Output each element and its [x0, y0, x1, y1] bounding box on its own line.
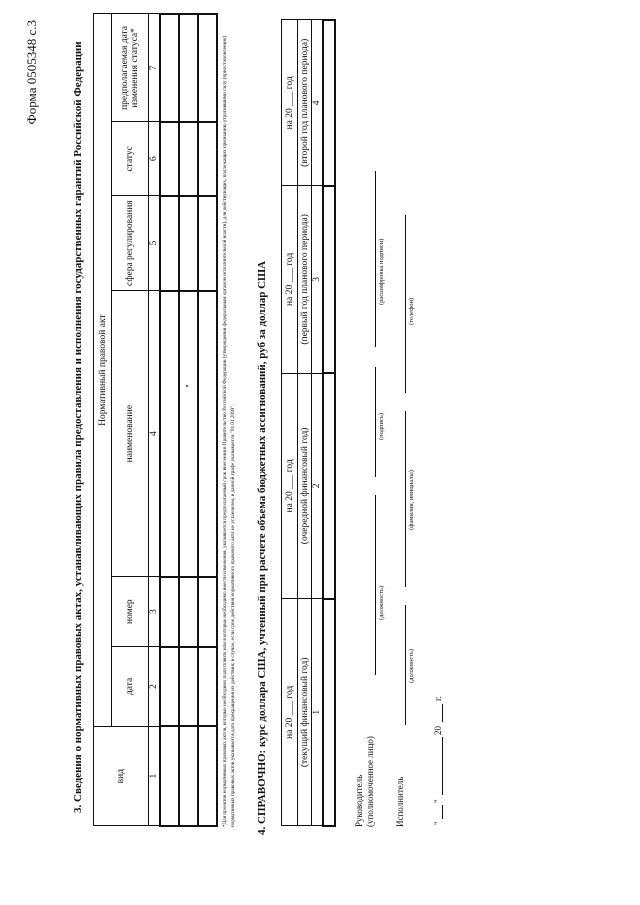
col-number: номер	[112, 577, 149, 647]
group-header: Нормативный правовой акт	[94, 14, 112, 726]
col-first-plan-year-sub: (первый год планового периода)	[298, 186, 312, 374]
cell[interactable]	[179, 577, 198, 647]
scan-speck	[186, 385, 188, 387]
col-current-year-sub: (текущий финансовый год)	[298, 599, 312, 826]
cell[interactable]	[323, 20, 335, 186]
colnum: 3	[312, 186, 324, 374]
table-row	[179, 14, 198, 826]
cell[interactable]	[323, 186, 335, 374]
colnum: 4	[312, 20, 324, 186]
cell[interactable]	[198, 577, 217, 647]
signature-caption: (подпись)	[378, 413, 385, 440]
executor-label: Исполнитель	[395, 776, 405, 827]
executor-position-line[interactable]	[405, 605, 406, 725]
head-sublabel: (уполномоченное лицо)	[365, 736, 375, 827]
cell[interactable]	[179, 196, 198, 291]
cell[interactable]	[160, 14, 179, 122]
cell[interactable]	[160, 196, 179, 291]
cell[interactable]	[160, 577, 179, 647]
colnum: 1	[149, 726, 161, 826]
col-date: дата	[112, 647, 149, 727]
cell[interactable]	[198, 291, 217, 577]
column-numbers-row	[149, 14, 161, 826]
colnum: 4	[149, 291, 161, 577]
col-vid: вид	[94, 726, 149, 826]
cell[interactable]	[160, 647, 179, 727]
cell[interactable]	[160, 291, 179, 577]
section3-table	[93, 13, 218, 827]
date-year-line[interactable]	[442, 704, 443, 722]
executor-name-line[interactable]	[405, 411, 406, 587]
cell[interactable]	[198, 647, 217, 727]
cell[interactable]	[160, 726, 179, 826]
col-current-year: на 20 ___ год	[282, 599, 298, 826]
col-next-year: на 20 ___ год	[282, 373, 298, 598]
date-day-line[interactable]	[442, 805, 443, 819]
col-second-plan-year: на 20 ___ год	[282, 20, 298, 186]
form-number: Форма 0505348 с.3	[24, 20, 39, 125]
col-status: статус	[112, 122, 149, 196]
cell[interactable]	[179, 122, 198, 196]
col-name: наименование	[112, 291, 149, 577]
section3-title: 3. Сведения о нормативных правовых актах, устанавливающих правила предоставления и исполнения государственных гарантий Российской Федерации	[72, 41, 84, 813]
col-second-plan-year-sub: (второй год планового периода)	[298, 20, 312, 186]
date-year-prefix: 20	[433, 726, 443, 735]
col-sphere: сфера регулирования	[112, 196, 149, 291]
colnum: 3	[149, 577, 161, 647]
cell[interactable]	[179, 726, 198, 826]
head-signature-line[interactable]	[375, 367, 376, 477]
colnum: 7	[149, 14, 161, 122]
executor-position-caption: (должность)	[408, 648, 415, 683]
colnum: 6	[149, 122, 161, 196]
executor-phone-line[interactable]	[405, 215, 406, 393]
date-suffix: г.	[433, 696, 443, 701]
cell[interactable]	[198, 726, 217, 826]
head-position-line[interactable]	[375, 495, 376, 675]
cell[interactable]	[179, 647, 198, 727]
decoding-caption: (расшифровка подписи)	[378, 238, 385, 305]
position-caption: (должность)	[378, 585, 385, 620]
cell[interactable]	[160, 122, 179, 196]
head-label: Руководитель	[354, 774, 364, 827]
section4-table	[281, 19, 336, 827]
table-row	[160, 14, 179, 826]
fio-caption: (фамилия, инициалы)	[408, 470, 415, 530]
colnum: 1	[312, 599, 324, 826]
colnum: 5	[149, 196, 161, 291]
colnum: 2	[149, 647, 161, 727]
phone-caption: (телефон)	[408, 297, 415, 325]
col-next-year-sub: (очередной финансовый год)	[298, 373, 312, 598]
footnote: *Для проектов нормативных правовых актов, которые необходимо подготовить или в которые необходимо внести изменения, указывается предполагаемый срок внесения в Правительство Российской Федерации (утверждения федеральным органом исполнительной власти), для действующих, подлежащих признанию утратившими силу (приостановлению) нормативных правовых актов указывается дата прекращения их действия; в случае, если срок действия нормативного правового акта не установлен, в данной графе указывается "01.01.2099".	[222, 35, 236, 827]
cell[interactable]	[198, 196, 217, 291]
table-row	[323, 20, 335, 826]
colnum: 2	[312, 373, 324, 598]
cell[interactable]	[198, 122, 217, 196]
cell[interactable]	[179, 14, 198, 122]
col-change-date: предполагаемая дата изменения статуса*	[112, 14, 149, 122]
date-close-quote: "	[433, 799, 443, 803]
head-decoding-line[interactable]	[375, 171, 376, 347]
date-month-line[interactable]	[442, 737, 443, 795]
cell[interactable]	[323, 373, 335, 598]
table-row	[198, 14, 217, 826]
section4-title: 4. СПРАВОЧНО: курс доллара США, учтенный при расчете объема бюджетных ассигнований, руб за доллар США	[256, 260, 268, 835]
cell[interactable]	[179, 291, 198, 577]
col-first-plan-year: на 20 ___ год	[282, 186, 298, 374]
cell[interactable]	[198, 14, 217, 122]
cell[interactable]	[323, 599, 335, 826]
date-open-quote: "	[433, 821, 443, 825]
